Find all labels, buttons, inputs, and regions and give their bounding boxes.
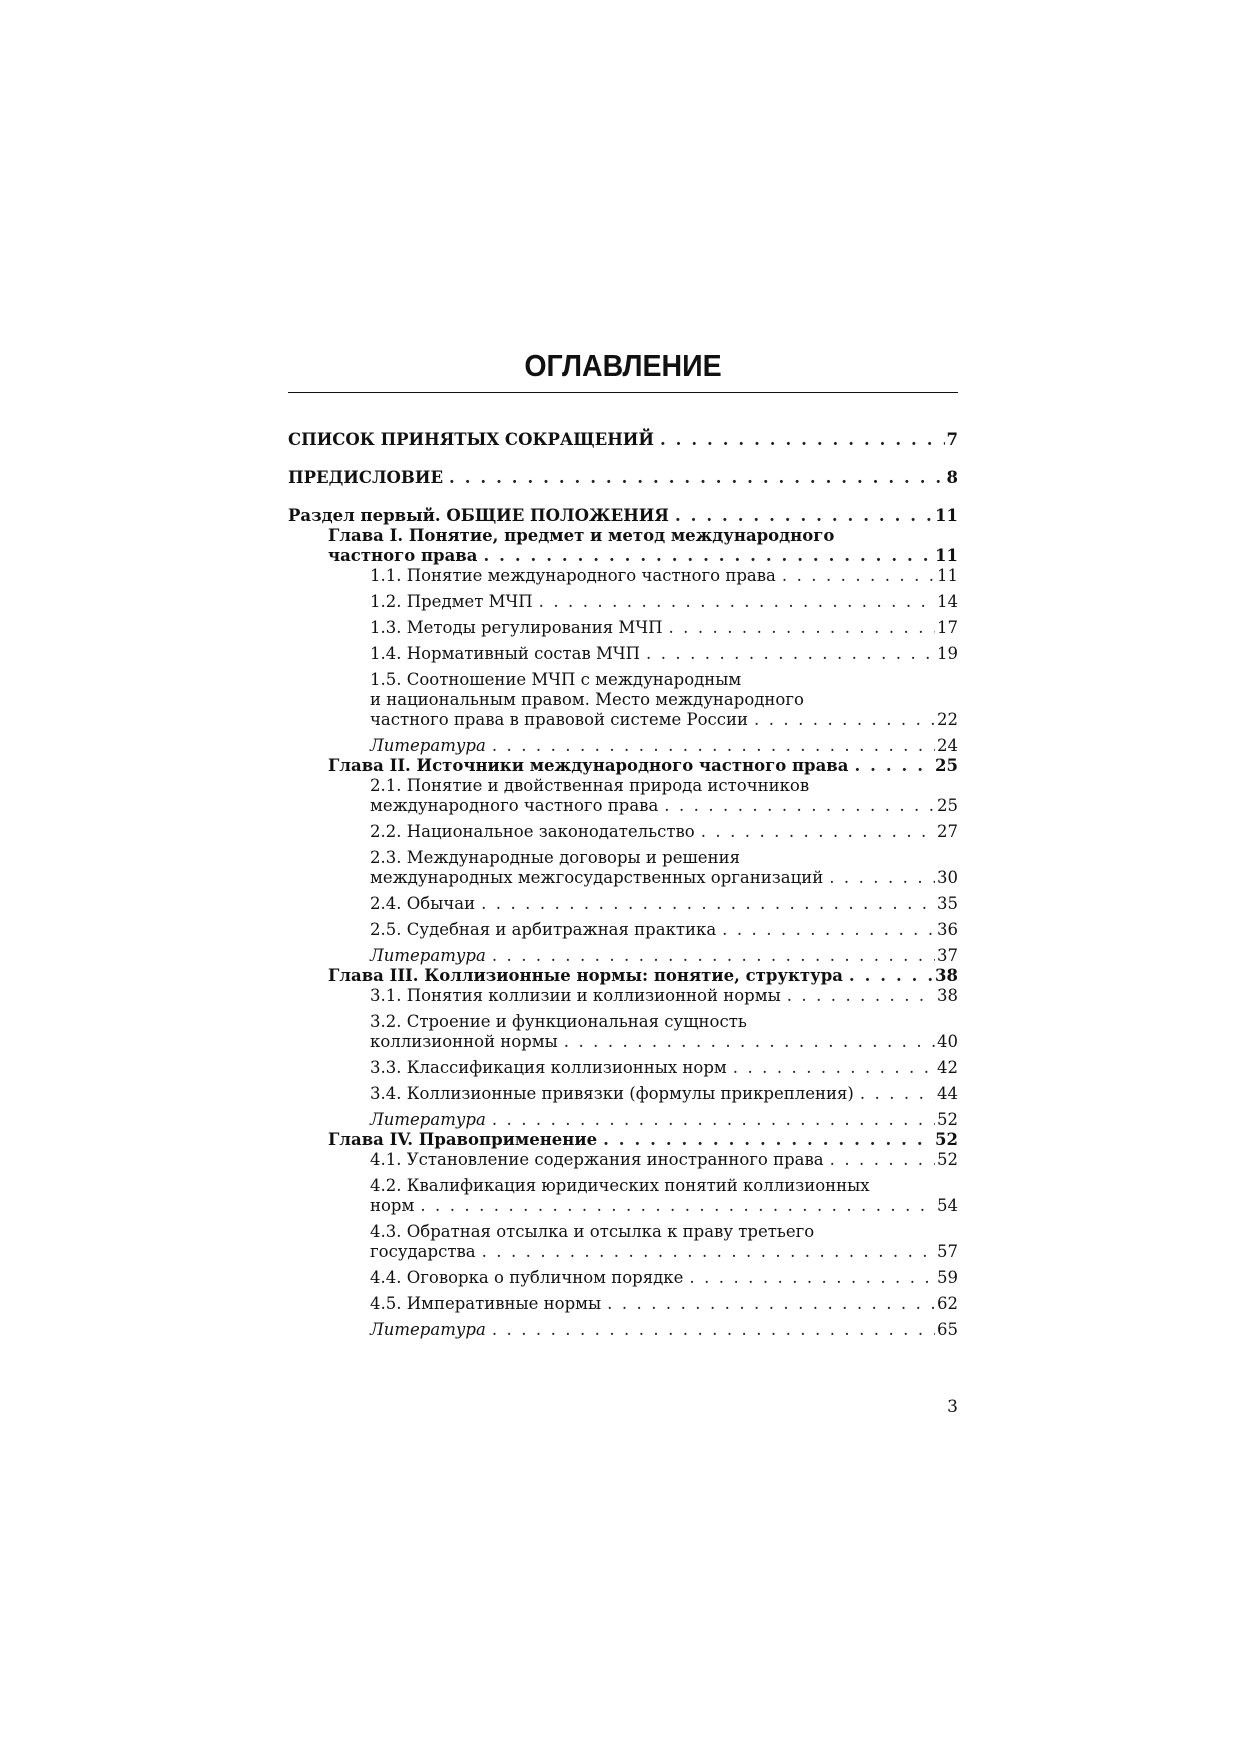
toc-entry-page: 37 [937,946,958,965]
toc-entry-title: ПРЕДИСЛОВИЕ [288,468,444,487]
toc-entry-leader-line [288,430,958,450]
dot-leader [492,736,935,756]
toc-entry-leader-line [370,710,958,730]
toc-entry-title: 3.3. Классификация коллизионных норм [370,1058,727,1077]
toc-entry-page: 11 [937,566,958,585]
table-of-contents [288,430,958,1346]
toc-entry-leader-line [328,756,958,776]
toc-entry-page: 27 [937,822,958,841]
toc-entry-title: 3.4. Коллизионные привязки (формулы прикрепления) [370,1084,854,1103]
toc-entry-leader-line [370,868,958,888]
toc-entry-title: Литература [370,946,486,965]
toc-entry-page: 44 [937,1084,958,1103]
toc-entry-page: 54 [937,1196,958,1215]
toc-entry-page: 42 [937,1058,958,1077]
toc-entry-page: 52 [935,1130,958,1149]
toc-entry-line: 4.2. Квалификация юридических понятий коллизионных [370,1176,870,1195]
dot-leader [539,592,935,612]
toc-entry [288,526,958,566]
toc-entry-title: частного права [328,546,478,565]
toc-entry-title: норм [370,1196,415,1215]
toc-entry-line: 2.3. Международные договоры и решения [370,848,740,867]
dot-leader [722,920,935,940]
toc-entry-leader-line [370,1150,958,1170]
title-divider [288,392,958,393]
toc-entry-leader-line [370,1084,958,1104]
toc-entry [288,1084,958,1104]
dot-leader [646,644,935,664]
toc-entry [288,1150,958,1170]
toc-entry [288,946,958,966]
toc-entry [288,1268,958,1288]
toc-entry-leader-line [370,986,958,1006]
toc-entry-leader-line [370,1032,958,1052]
toc-entry [288,848,958,888]
page-title: ОГЛАВЛЕНИЕ [524,348,722,383]
toc-entry-title: Литература [370,736,486,755]
toc-entry-page: 36 [937,920,958,939]
toc-entry [288,966,958,986]
toc-entry-leader-line [370,1294,958,1314]
dot-leader [492,1320,935,1340]
toc-entry-leader-line [370,920,958,940]
toc-entry [288,1294,958,1314]
toc-entry-leader-line [370,1196,958,1216]
toc-entry [288,506,958,526]
toc-entry-title: Глава IV. Правоприменение [328,1130,598,1149]
toc-entry-title: Глава III. Коллизионные нормы: понятие, структура [328,966,843,985]
toc-entry-page: 8 [946,468,958,487]
toc-entry-title: 1.3. Методы регулирования МЧП [370,618,663,637]
dot-leader [830,1150,935,1170]
toc-entry-title: 1.1. Понятие международного частного права [370,566,776,585]
toc-entry-page: 62 [937,1294,958,1313]
dot-leader [754,710,935,730]
toc-entry-title: Литература [370,1320,486,1339]
toc-entry [288,736,958,756]
toc-entry [288,756,958,776]
toc-entry-page: 52 [937,1110,958,1129]
toc-entry-page: 25 [935,756,958,775]
dot-leader [449,468,944,488]
toc-entry-page: 24 [937,736,958,755]
toc-entry [288,1320,958,1340]
toc-entry [288,430,958,450]
toc-entry-page: 17 [937,618,958,637]
dot-leader [668,618,935,638]
toc-entry-title: Глава II. Источники международного частного права [328,756,849,775]
toc-entry-leader-line [370,566,958,586]
toc-entry-title: СПИСОК ПРИНЯТЫХ СОКРАЩЕНИЙ [288,430,654,449]
toc-entry-title: 1.4. Нормативный состав МЧП [370,644,641,663]
dot-leader [860,1084,935,1104]
toc-entry-title: коллизионной нормы [370,1032,558,1051]
toc-entry-leader-line [370,1110,958,1130]
dot-leader [664,796,935,816]
dot-leader [675,506,933,526]
dot-leader [689,1268,935,1288]
toc-entry-line: и национальным правом. Место международного [370,690,804,709]
toc-entry [288,1222,958,1262]
dot-leader [420,1196,935,1216]
toc-entry-page: 11 [935,546,958,565]
toc-entry [288,1058,958,1078]
toc-entry-page: 57 [937,1242,958,1261]
toc-entry [288,1012,958,1052]
toc-entry-title: международных межгосударственных организаций [370,868,824,887]
toc-entry-title: частного права в правовой системе России [370,710,748,729]
toc-entry-leader-line [370,618,958,638]
toc-entry-leader-line [370,894,958,914]
toc-entry-page: 59 [937,1268,958,1287]
toc-entry [288,1130,958,1150]
toc-entry-leader-line [370,736,958,756]
toc-entry-page: 38 [937,986,958,1005]
toc-entry-leader-line [370,1268,958,1288]
toc-entry [288,566,958,586]
toc-entry [288,644,958,664]
toc-entry [288,822,958,842]
toc-entry-page: 35 [937,894,958,913]
toc-entry-page: 52 [937,1150,958,1169]
dot-leader [701,822,935,842]
toc-entry-title: международного частного права [370,796,659,815]
dot-leader [564,1032,935,1052]
toc-entry-page: 25 [937,796,958,815]
toc-entry [288,986,958,1006]
toc-entry-title: 2.2. Национальное законодательство [370,822,695,841]
toc-entry-page: 30 [937,868,958,887]
toc-entry-page: 19 [937,644,958,663]
toc-entry-page: 65 [937,1320,958,1339]
toc-entry-title: 2.4. Обычаи [370,894,476,913]
toc-entry-leader-line [370,822,958,842]
toc-entry-leader-line [370,946,958,966]
toc-entry-leader-line [370,592,958,612]
dot-leader [607,1294,935,1314]
toc-entry-title: государства [370,1242,476,1261]
toc-entry-leader-line [370,1058,958,1078]
toc-entry [288,670,958,730]
dot-leader [492,946,935,966]
toc-entry-title: 4.4. Оговорка о публичном порядке [370,1268,684,1287]
toc-entry-line: Глава I. Понятие, предмет и метод международного [328,526,835,545]
toc-entry-leader-line [370,796,958,816]
toc-entry-line: 2.1. Понятие и двойственная природа источников [370,776,810,795]
toc-entry-leader-line [288,468,958,488]
dot-leader [660,430,945,450]
toc-entry-leader-line [288,506,958,526]
toc-entry [288,894,958,914]
dot-leader [733,1058,935,1078]
toc-entry-page: 14 [937,592,958,611]
page-number: 3 [947,1397,958,1417]
toc-entry-line: 1.5. Соотношение МЧП с международным [370,670,742,689]
toc-entry-leader-line [328,966,958,986]
toc-entry-line: 4.3. Обратная отсылка и отсылка к праву третьего [370,1222,815,1241]
toc-entry-leader-line [370,1242,958,1262]
toc-entry-title: Раздел первый. ОБЩИЕ ПОЛОЖЕНИЯ [288,506,669,525]
toc-entry-title: Литература [370,1110,486,1129]
toc-entry [288,920,958,940]
dot-leader [481,894,935,914]
dot-leader [849,966,933,986]
toc-entry-page: 22 [937,710,958,729]
toc-entry-leader-line [370,1320,958,1340]
toc-entry-title: 4.1. Установление содержания иностранного права [370,1150,824,1169]
dot-leader [782,566,935,586]
toc-entry [288,776,958,816]
dot-leader [854,756,933,776]
dot-leader [482,1242,935,1262]
dot-leader [603,1130,933,1150]
dot-leader [483,546,933,566]
dot-leader [492,1110,935,1130]
toc-entry [288,468,958,488]
dot-leader [787,986,935,1006]
toc-entry-title: 4.5. Императивные нормы [370,1294,602,1313]
toc-entry [288,618,958,638]
toc-entry [288,592,958,612]
toc-entry [288,1176,958,1216]
toc-entry-title: 1.2. Предмет МЧП [370,592,533,611]
toc-entry-leader-line [328,1130,958,1150]
toc-entry-page: 7 [946,430,958,449]
toc-entry-title: 3.1. Понятия коллизии и коллизионной нормы [370,986,781,1005]
toc-entry-leader-line [370,644,958,664]
toc-entry-page: 38 [935,966,958,985]
toc-entry-line: 3.2. Строение и функциональная сущность [370,1012,747,1031]
toc-entry [288,1110,958,1130]
dot-leader [829,868,935,888]
toc-entry-page: 11 [935,506,958,525]
toc-entry-title: 2.5. Судебная и арбитражная практика [370,920,717,939]
toc-entry-page: 40 [937,1032,958,1051]
toc-entry-leader-line [328,546,958,566]
